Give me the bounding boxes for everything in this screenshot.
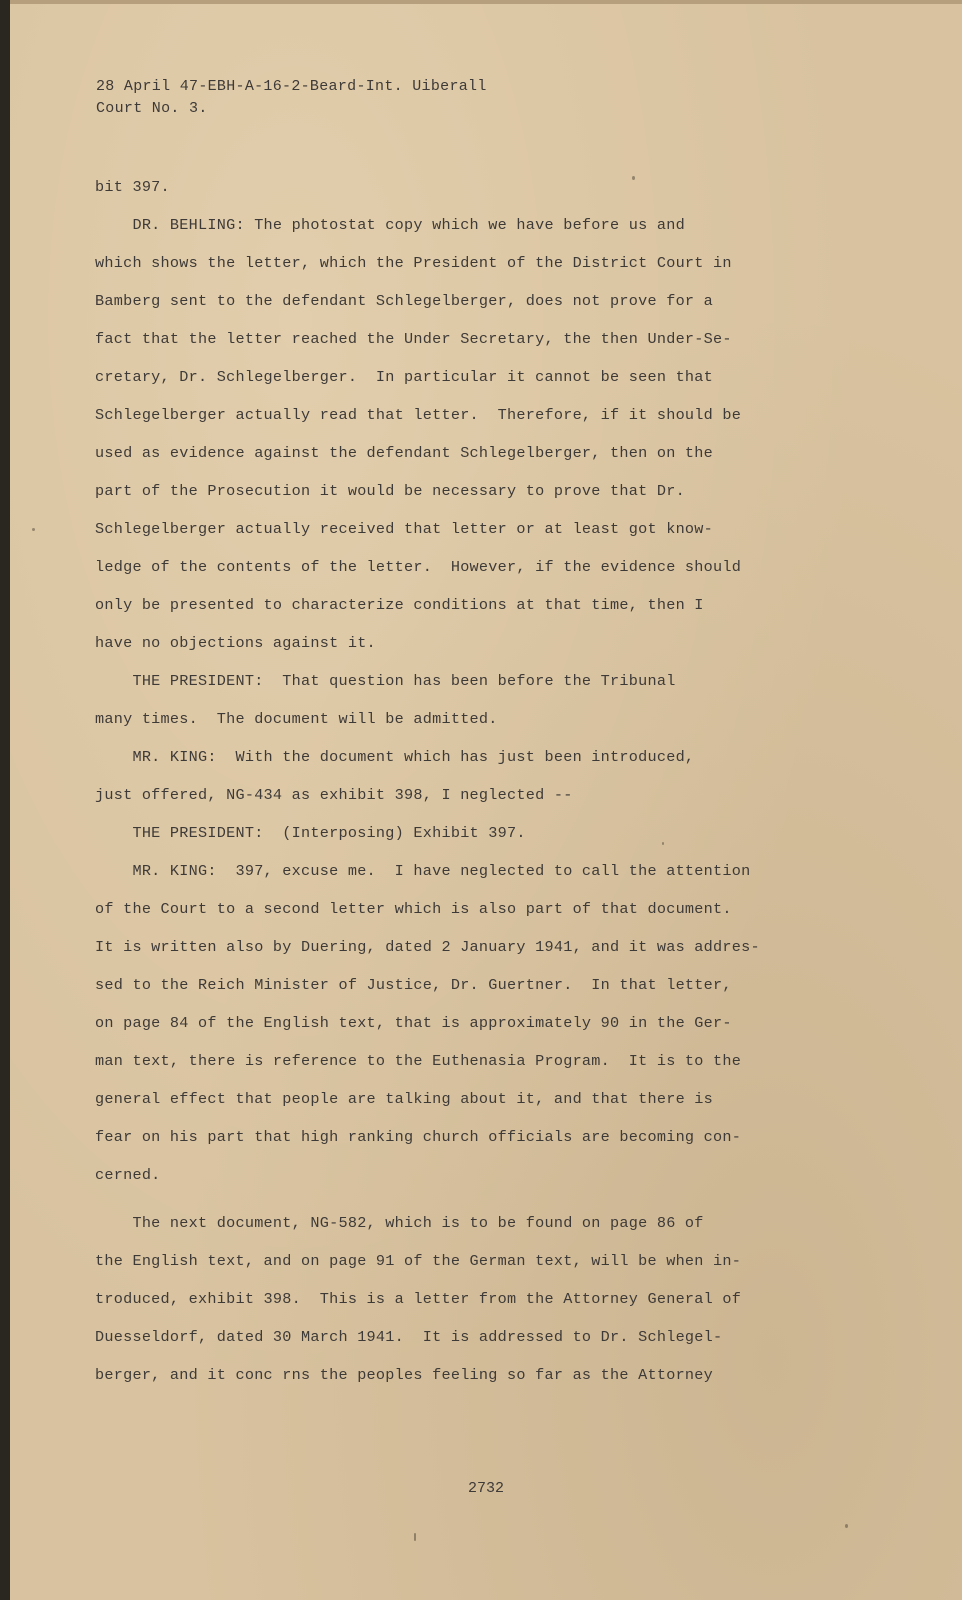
paragraph-gap	[95, 1194, 915, 1204]
paragraph	[95, 662, 915, 738]
text-line: which shows the letter, which the President of the District Court in	[95, 254, 732, 272]
paragraph	[95, 814, 915, 852]
text-line: THE PRESIDENT: (Interposing) Exhibit 397.	[95, 824, 526, 842]
header-line-2: Court No. 3.	[96, 100, 208, 117]
text-line: sed to the Reich Minister of Justice, Dr. Guertner. In that letter,	[95, 976, 732, 994]
text-line: part of the Prosecution it would be necessary to prove that Dr.	[95, 482, 685, 500]
text-line: THE PRESIDENT: That question has been before the Tribunal	[95, 672, 676, 690]
text-line: Bamberg sent to the defendant Schlegelberger, does not prove for a	[95, 292, 714, 310]
transcript-body	[95, 168, 915, 1394]
text-line: Duesseldorf, dated 30 March 1941. It is addressed to Dr. Schlegel-	[95, 1328, 723, 1346]
text-line: only be presented to characterize conditions at that time, then I	[95, 596, 704, 614]
text-line: It is written also by Duering, dated 2 January 1941, and it was addres-	[95, 938, 760, 956]
paragraph	[95, 738, 915, 814]
page-number: 2732	[467, 1480, 504, 1497]
text-line: used as evidence against the defendant Schlegelberger, then on the	[95, 444, 714, 462]
paragraph	[95, 206, 915, 662]
text-line: MR. KING: With the document which has just been introduced,	[95, 748, 695, 766]
text-line: man text, there is reference to the Euthenasia Program. It is to the	[95, 1052, 742, 1070]
text-line: bit 397.	[95, 178, 170, 196]
text-line: general effect that people are talking about it, and that there is	[95, 1090, 714, 1108]
paper-speck	[845, 1524, 848, 1528]
text-line: Schlegelberger actually received that letter or at least got know-	[95, 520, 714, 538]
text-line: many times. The document will be admitted.	[95, 710, 498, 728]
paper-speck	[662, 842, 664, 845]
paper-speck	[632, 176, 635, 180]
text-line: of the Court to a second letter which is also part of that document.	[95, 900, 732, 918]
text-line: on page 84 of the English text, that is approximately 90 in the Ger-	[95, 1014, 732, 1032]
text-line: ledge of the contents of the letter. However, if the evidence should	[95, 558, 742, 576]
text-line: berger, and it conc rns the peoples feeling so far as the Attorney	[95, 1366, 714, 1384]
text-line: cretary, Dr. Schlegelberger. In particular it cannot be seen that	[95, 368, 714, 386]
document-header	[96, 76, 487, 120]
text-line: Schlegelberger actually read that letter. Therefore, if it should be	[95, 406, 742, 424]
page-edge	[10, 0, 962, 4]
document-page	[10, 0, 962, 1600]
paragraph	[95, 852, 915, 1194]
text-line: have no objections against it.	[95, 634, 376, 652]
text-line: the English text, and on page 91 of the German text, will be when in-	[95, 1252, 742, 1270]
text-line: DR. BEHLING: The photostat copy which we have before us and	[95, 216, 685, 234]
paragraph	[95, 1204, 915, 1394]
paragraph	[95, 168, 915, 206]
text-line: just offered, NG-434 as exhibit 398, I neglected --	[95, 786, 573, 804]
text-line: fact that the letter reached the Under Secretary, the then Under-Se-	[95, 330, 732, 348]
text-line: cerned.	[95, 1166, 161, 1184]
paper-speck	[414, 1533, 416, 1541]
text-line: fear on his part that high ranking church officials are becoming con-	[95, 1128, 742, 1146]
header-line-1: 28 April 47-EBH-A-16-2-Beard-Int. Uiberall	[96, 78, 487, 95]
text-line: The next document, NG-582, which is to be found on page 86 of	[95, 1214, 704, 1232]
text-line: MR. KING: 397, excuse me. I have neglected to call the attention	[95, 862, 751, 880]
text-line: troduced, exhibit 398. This is a letter from the Attorney General of	[95, 1290, 742, 1308]
paper-speck	[32, 528, 35, 531]
